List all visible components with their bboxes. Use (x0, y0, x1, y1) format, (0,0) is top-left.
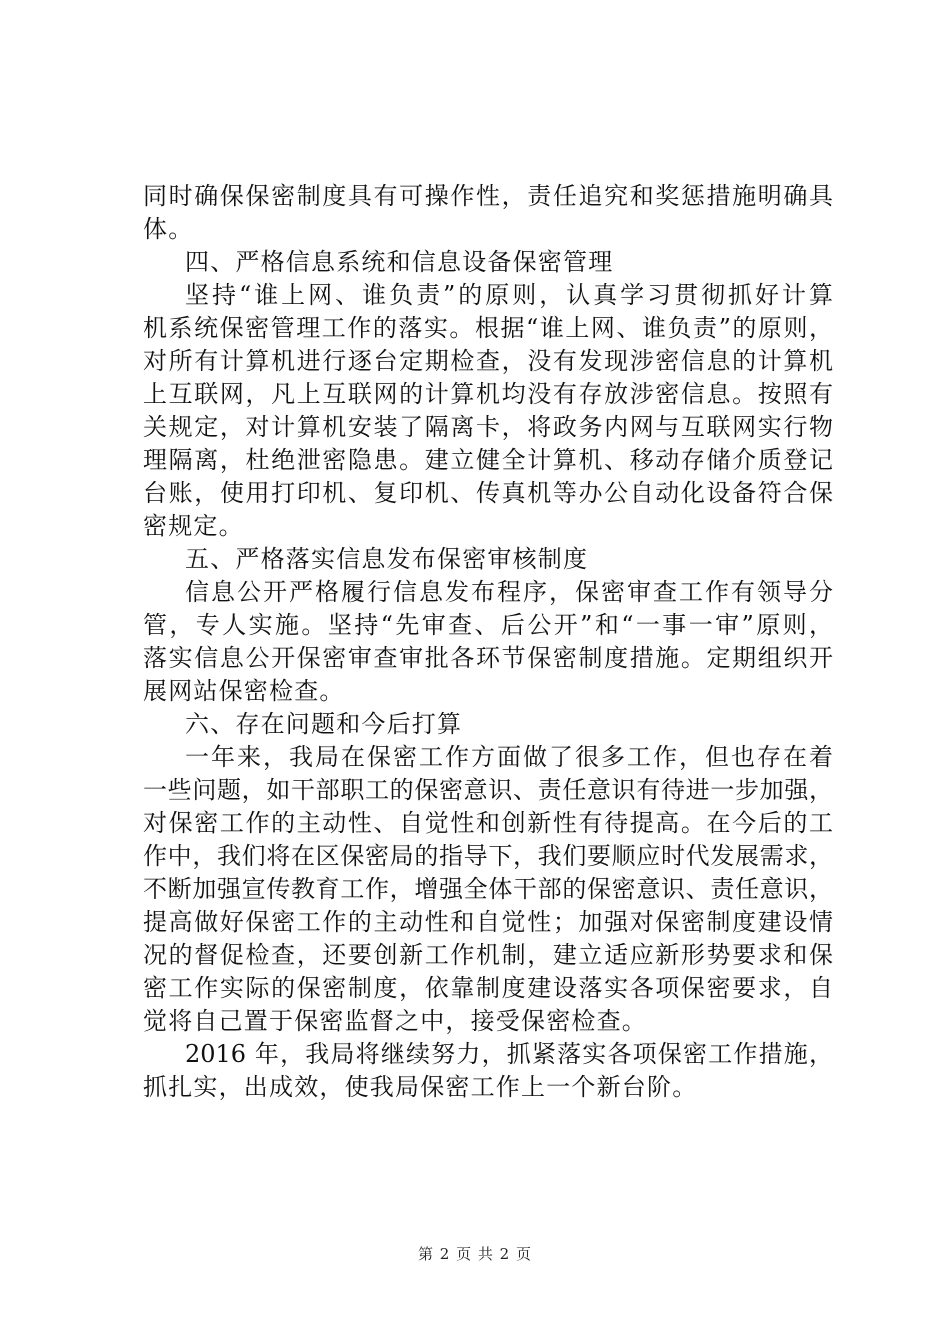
body-text-line: 落实信息公开保密审查审批各环节保密制度措施。定期组织开 (143, 644, 833, 672)
body-text-line: 对保密工作的主动性、自觉性和创新性有待提高。在今后的工 (143, 809, 833, 837)
body-text-line: 机系统保密管理工作的落实。根据“谁上网、谁负责”的原则， (143, 314, 833, 342)
page-number-footer: 第 2 页 共 2 页 (418, 1245, 532, 1263)
body-text-line: 理隔离，杜绝泄密隐患。建立健全计算机、移动存储介质登记 (143, 446, 833, 474)
body-text-line: 一年来，我局在保密工作方面做了很多工作，但也存在着 (185, 743, 833, 771)
body-text-line: 觉将自己置于保密监督之中，接受保密检查。 (143, 1007, 647, 1035)
body-text-line: 坚持“谁上网、谁负责”的原则，认真学习贯彻抓好计算 (185, 281, 833, 309)
body-text-line: 体。 (143, 215, 194, 243)
body-text-line: 关规定，对计算机安装了隔离卡，将政务内网与互联网实行物 (143, 413, 833, 441)
body-text-line: 台账，使用打印机、复印机、传真机等办公自动化设备符合保 (143, 479, 833, 507)
section-heading-4: 四、严格信息系统和信息设备保密管理 (185, 248, 614, 276)
body-text-line: 密规定。 (143, 512, 244, 540)
body-text-line: 上互联网，凡上互联网的计算机均没有存放涉密信息。按照有 (143, 380, 833, 408)
body-text-line: 作中，我们将在区保密局的指导下，我们要顺应时代发展需求， (143, 842, 833, 870)
body-text-line: 管，专人实施。坚持“先审查、后公开”和“一事一审”原则， (143, 611, 833, 639)
body-text-line: 展网站保密检查。 (143, 677, 345, 705)
body-text-line: 对所有计算机进行逐台定期检查，没有发现涉密信息的计算机 (143, 347, 833, 375)
section-heading-6: 六、存在问题和今后打算 (185, 710, 463, 738)
body-text-line: 一些问题，如干部职工的保密意识、责任意识有待进一步加强， (143, 776, 833, 804)
body-text-line: 况的督促检查，还要创新工作机制，建立适应新形势要求和保 (143, 941, 833, 969)
body-text-line: 密工作实际的保密制度，依靠制度建设落实各项保密要求，自 (143, 974, 833, 1002)
body-text-line: 同时确保保密制度具有可操作性，责任追究和奖惩措施明确具 (143, 182, 833, 210)
body-text-line: 提高做好保密工作的主动性和自觉性；加强对保密制度建设情 (143, 908, 833, 936)
body-text-line: 不断加强宣传教育工作，增强全体干部的保密意识、责任意识， (143, 875, 833, 903)
body-text-line: 抓扎实，出成效，使我局保密工作上一个新台阶。 (143, 1073, 698, 1101)
body-text-line: 信息公开严格履行信息发布程序，保密审查工作有领导分 (185, 578, 833, 606)
section-heading-5: 五、严格落实信息发布保密审核制度 (185, 545, 589, 573)
body-text-line: 2016 年，我局将继续努力，抓紧落实各项保密工作措施， (185, 1040, 833, 1068)
